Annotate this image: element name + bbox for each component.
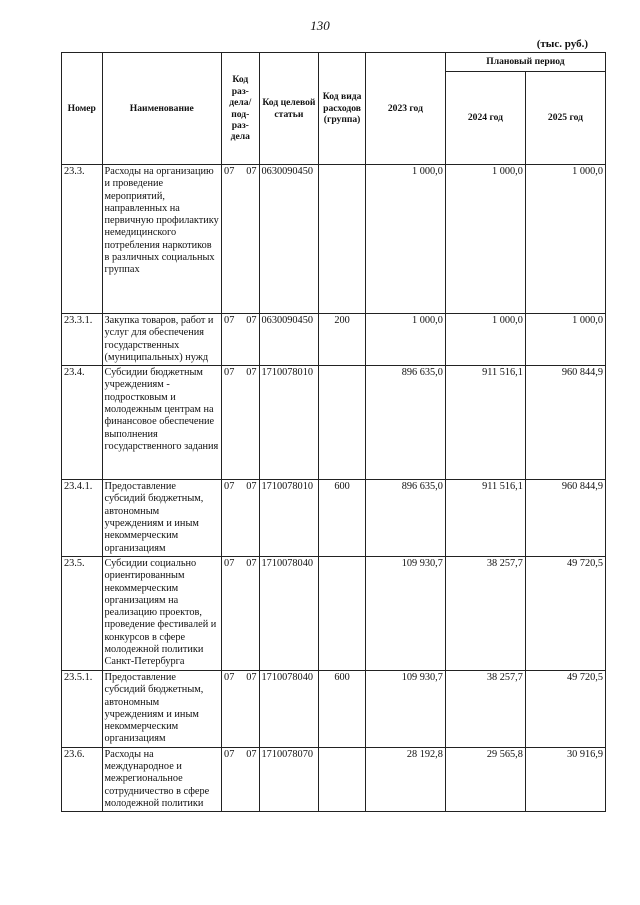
table-row (62, 556, 606, 670)
row-target-article: 1710078040 (259, 670, 319, 747)
row-number: 23.5. (62, 556, 103, 670)
row-amount-2024: 29 565,8 (445, 747, 525, 811)
row-subsection: 07 (246, 367, 257, 379)
row-target-article: 1710078070 (259, 747, 319, 811)
row-target-article: 1710078010 (259, 366, 319, 480)
row-amount-2024: 38 257,7 (445, 556, 525, 670)
header-name: Наименование (102, 53, 222, 165)
row-section-code (222, 670, 259, 747)
page-number: 130 (310, 18, 330, 33)
row-subsection: 07 (246, 748, 257, 760)
row-target-article: 0630090450 (259, 165, 319, 314)
row-name: Расходы на организацию и проведение мероприятий, направленных на первичную профилактику немедицинского потребления наркотиков в различных социальных группах (102, 165, 222, 314)
row-target-article: 0630090450 (259, 314, 319, 366)
row-expense-type (319, 165, 366, 314)
row-amount-2025: 30 916,9 (525, 747, 605, 811)
row-section-code (222, 165, 259, 314)
row-section-code (222, 747, 259, 811)
row-amount-2024: 911 516,1 (445, 366, 525, 480)
row-section-code (222, 366, 259, 480)
table-row (62, 670, 606, 747)
row-section: 07 (224, 671, 235, 683)
row-section: 07 (224, 557, 235, 569)
row-amount-2024: 911 516,1 (445, 480, 525, 557)
row-section-code (222, 556, 259, 670)
row-section-code (222, 314, 259, 366)
row-name: Закупка товаров, работ и услуг для обеспечения государственных (муниципальных) нужд (102, 314, 222, 366)
row-expense-type: 600 (319, 670, 366, 747)
row-section: 07 (224, 748, 235, 760)
table-header (62, 53, 606, 165)
row-section-code (222, 480, 259, 557)
row-amount-2023: 109 930,7 (365, 556, 445, 670)
row-subsection: 07 (246, 557, 257, 569)
table-body (62, 165, 606, 812)
header-target-article: Код целевой статьи (259, 53, 319, 165)
header-number: Номер (62, 53, 103, 165)
table-row (62, 480, 606, 557)
row-amount-2025: 960 844,9 (525, 366, 605, 480)
budget-table (61, 52, 606, 812)
header-year-2024: 2024 год (445, 72, 525, 165)
row-expense-type (319, 366, 366, 480)
row-subsection: 07 (246, 671, 257, 683)
row-target-article: 1710078040 (259, 556, 319, 670)
row-number: 23.4. (62, 366, 103, 480)
row-amount-2023: 109 930,7 (365, 670, 445, 747)
table-row (62, 165, 606, 314)
row-name: Предоставление субсидий бюджетным, автономным учреждениям и иным некоммерческим организациям (102, 480, 222, 557)
row-amount-2025: 1 000,0 (525, 165, 605, 314)
table-row (62, 366, 606, 480)
row-target-article: 1710078010 (259, 480, 319, 557)
row-amount-2024: 38 257,7 (445, 670, 525, 747)
row-amount-2024: 1 000,0 (445, 314, 525, 366)
row-number: 23.3. (62, 165, 103, 314)
row-section: 07 (224, 166, 235, 177)
row-expense-type (319, 556, 366, 670)
row-subsection: 07 (246, 481, 257, 493)
row-number: 23.6. (62, 747, 103, 811)
row-amount-2023: 896 635,0 (365, 366, 445, 480)
row-expense-type: 600 (319, 480, 366, 557)
row-amount-2025: 49 720,5 (525, 556, 605, 670)
header-year-2023: 2023 год (365, 53, 445, 165)
row-amount-2025: 49 720,5 (525, 670, 605, 747)
row-section: 07 (224, 481, 235, 493)
row-amount-2023: 1 000,0 (365, 314, 445, 366)
header-section: Код раз-дела/ под-раз-дела (222, 53, 259, 165)
units-label: (тыс. руб.) (536, 38, 588, 50)
row-expense-type (319, 747, 366, 811)
row-expense-type: 200 (319, 314, 366, 366)
row-number: 23.3.1. (62, 314, 103, 366)
table-row (62, 314, 606, 366)
row-amount-2024: 1 000,0 (445, 165, 525, 314)
row-name: Расходы на международное и межрегиональное сотрудничество в сфере молодежной политики (102, 747, 222, 811)
row-name: Субсидии бюджетным учреждениям - подростковым и молодежным центрам на финансовое обеспечение выполнения государственного задания (102, 366, 222, 480)
row-name: Субсидии социально ориентированным некоммерческим организациям на реализацию проектов, проведение фестивалей и конкурсов в сфере молодежной политики Санкт-Петербурга (102, 556, 222, 670)
row-amount-2023: 1 000,0 (365, 165, 445, 314)
row-amount-2025: 1 000,0 (525, 314, 605, 366)
row-number: 23.5.1. (62, 670, 103, 747)
table-row (62, 747, 606, 811)
header-year-2025: 2025 год (525, 72, 605, 165)
row-amount-2023: 28 192,8 (365, 747, 445, 811)
row-subsection: 07 (246, 315, 257, 326)
row-number: 23.4.1. (62, 480, 103, 557)
row-section: 07 (224, 367, 235, 379)
header-expense-type: Код вида расходов (группа) (319, 53, 366, 165)
header-planning-period: Плановый период (445, 53, 605, 72)
row-amount-2025: 960 844,9 (525, 480, 605, 557)
row-subsection: 07 (246, 166, 257, 177)
row-section: 07 (224, 315, 235, 326)
row-name: Предоставление субсидий бюджетным, автономным учреждениям и иным некоммерческим организациям (102, 670, 222, 747)
row-amount-2023: 896 635,0 (365, 480, 445, 557)
